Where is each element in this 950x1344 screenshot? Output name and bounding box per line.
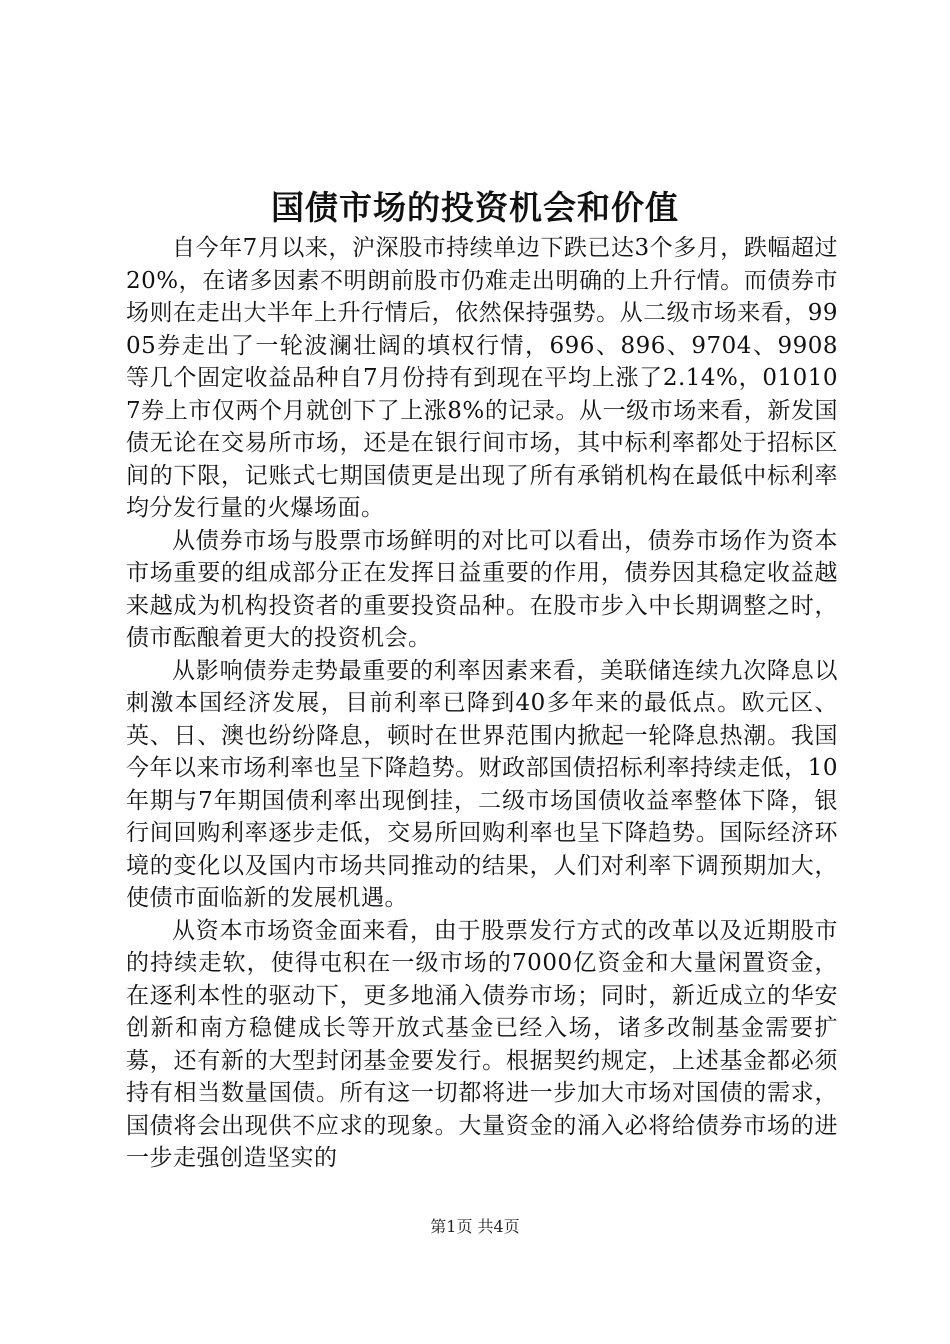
document-title: 国债市场的投资机会和价值 (271, 188, 679, 227)
paragraph-1: 自今年7月以来，沪深股市持续单边下跌已达3个多月，跌幅超过20%，在诸多因素不明朗前股市仍难走出明确的上升行情。而债券市场则在走出大半年上升行情后，依然保持强势。从二级市场来看，9905券走出了一轮波澜壮阔的填权行情，696、896、9704、9908等几个固定收益品种自7月份持有到现在平均上涨了2.14%，010107券上市仅两个月就创下了上涨8%的记录。从一级市场来看，新发国债无论在交易所市场，还是在银行间市场，其中标利率都处于招标区间的下限，记账式七期国债更是出现了所有承销机构在最低中标利率均分发行量的火爆场面。 (126, 235, 838, 521)
paragraph-4: 从资本市场资金面来看，由于股票发行方式的改革以及近期股市的持续走软，使得屯积在一级市场的7000亿资金和大量闲置资金，在逐利本性的驱动下，更多地涌入债券市场；同时，新近成立的华安创新和南方稳健成长等开放式基金已经入场，诸多改制基金需要扩募，还有新的大型封闭基金要发行。根据契约规定，上述基金都必须持有相当数量国债。所有这一切都将进一步加大市场对国债的需求，国债将会出现供不应求的现象。大量资金的涌入必将给债券市场的进一步走强创造坚实的 (126, 917, 838, 1171)
paragraph-2: 从债券市场与股票市场鲜明的对比可以看出，债券市场作为资本市场重要的组成部分正在发挥日益重要的作用，债券因其稳定收益越来越成为机构投资者的重要投资品种。在股市步入中长期调整之时，债市酝酿着更大的投资机会。 (126, 527, 838, 651)
paragraph-3: 从影响债券走势最重要的利率因素来看，美联储连续九次降息以刺激本国经济发展，目前利率已降到40多年来的最低点。欧元区、英、日、澳也纷纷降息，顿时在世界范围内掀起一轮降息热潮。我国今年以来市场利率也呈下降趋势。财政部国债招标利率持续走低，10年期与7年期国债利率出现倒挂，二级市场国债收益率整体下降，银行间回购利率逐步走低，交易所回购利率也呈下降趋势。国际经济环境的变化以及国内市场共同推动的结果，人们对利率下调预期加大，使债市面临新的发展机遇。 (126, 657, 838, 911)
document-body (126, 232, 838, 1175)
page-footer: 第1页 共4页 (430, 1217, 520, 1236)
